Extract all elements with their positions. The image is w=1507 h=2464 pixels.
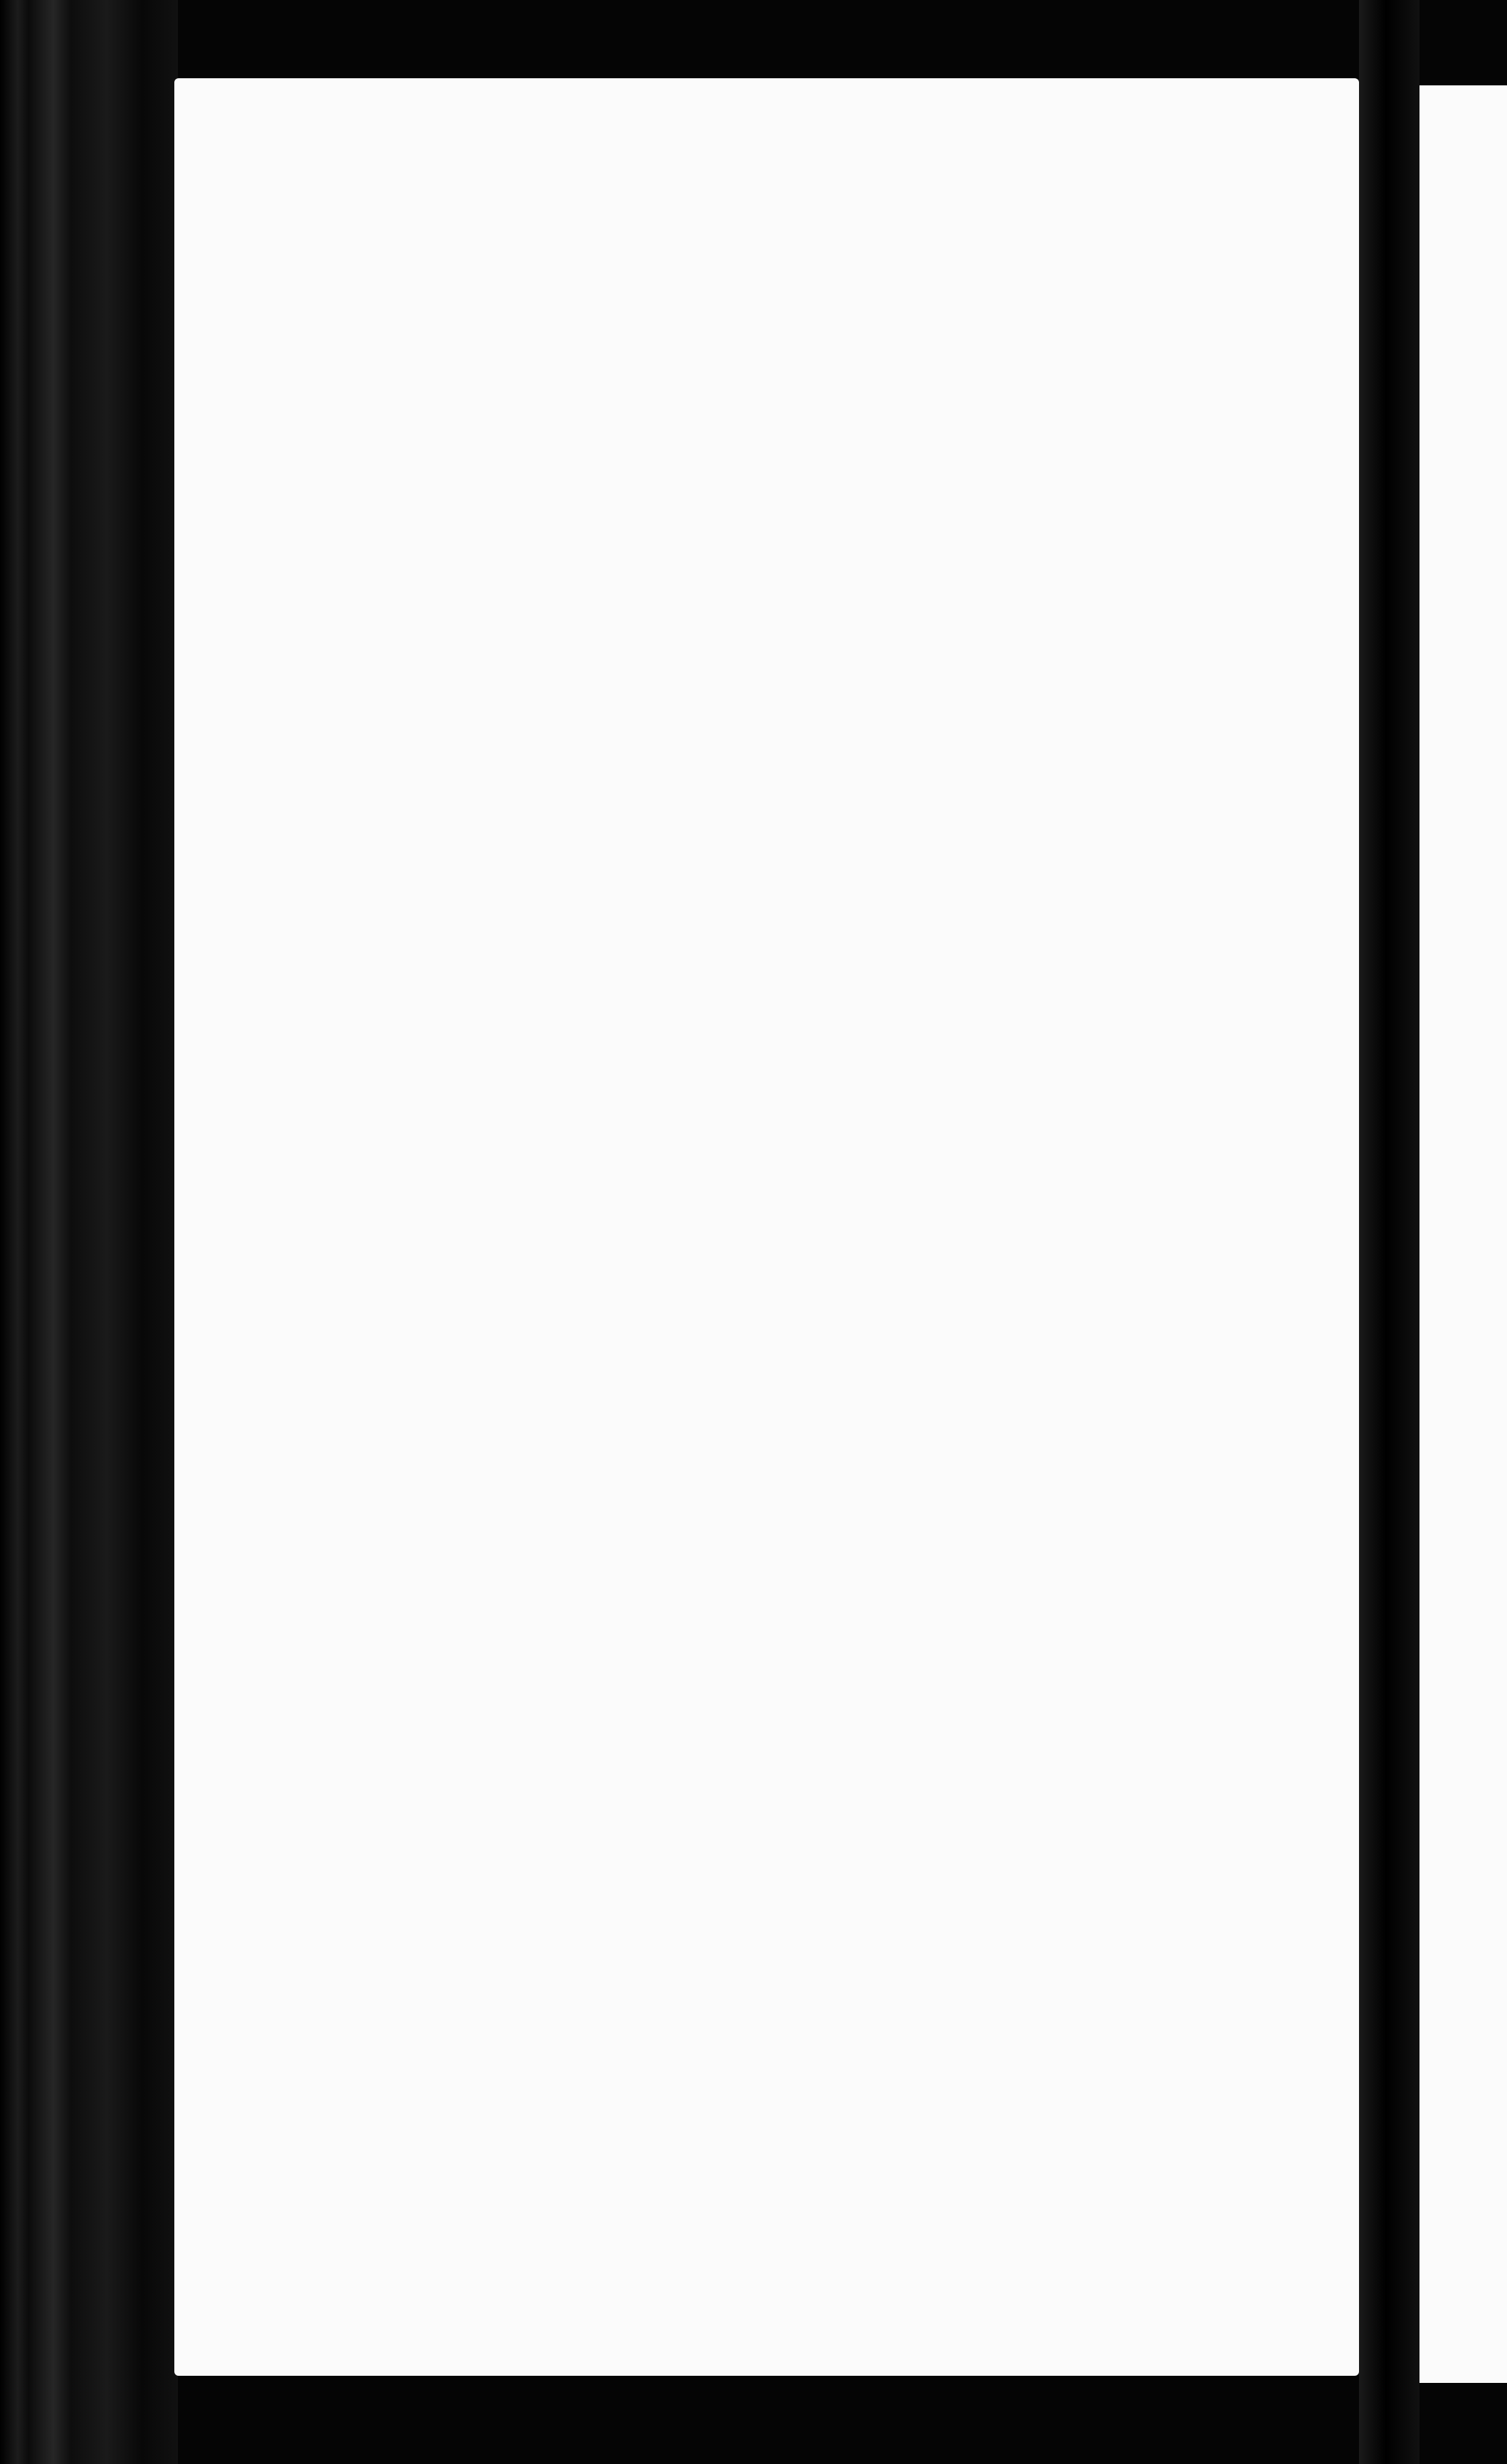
right-page-fragments xyxy=(1419,85,1507,263)
book-gutter xyxy=(1359,0,1419,2464)
page-text xyxy=(441,213,1334,662)
section-heading xyxy=(441,306,1334,370)
subheading-boheme-propre xyxy=(441,477,1334,541)
right-page xyxy=(1419,85,1507,2383)
subheading-silesie xyxy=(441,569,1334,633)
subheading-boheme xyxy=(441,377,1334,441)
running-head xyxy=(441,213,1334,277)
page-number xyxy=(441,213,498,277)
book-binding-left xyxy=(0,0,178,2464)
running-title xyxy=(498,213,1334,277)
